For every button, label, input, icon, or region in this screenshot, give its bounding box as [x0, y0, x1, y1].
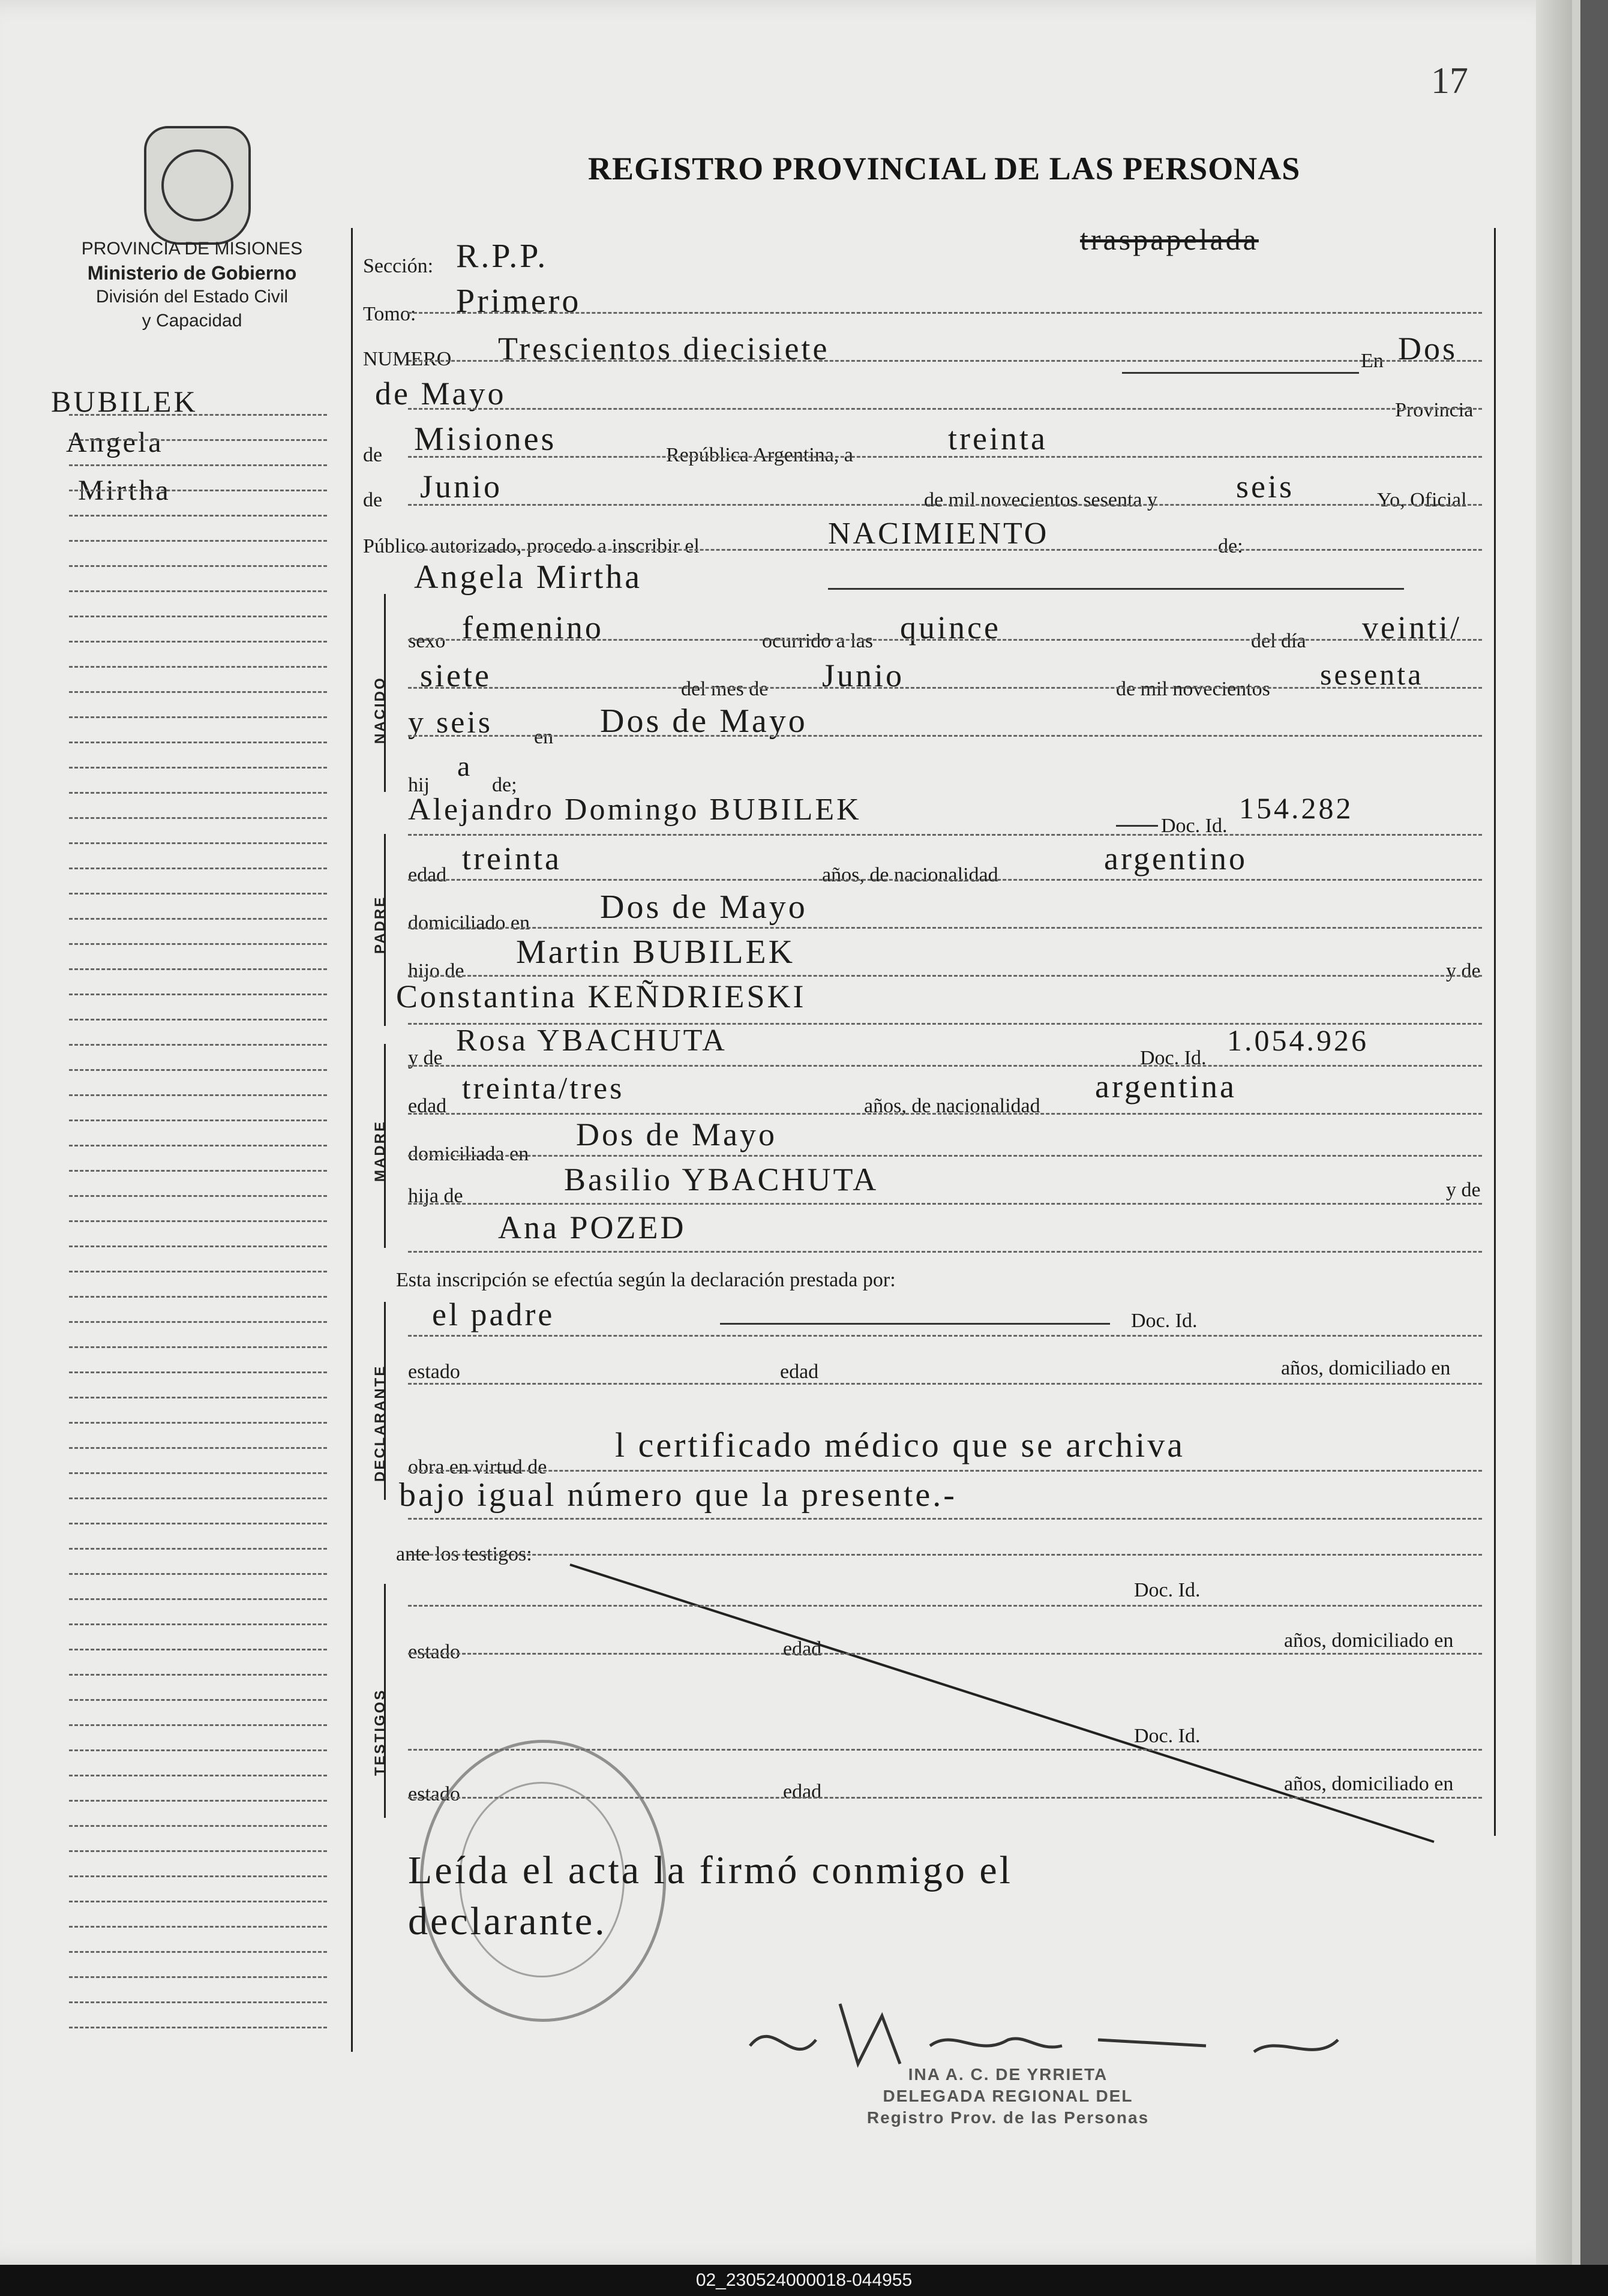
padre-nacionalidad: argentino: [1104, 841, 1247, 877]
padre-madre-de: Constantina KEÑDRIESKI: [396, 979, 806, 1015]
declarante-anos-label: años, domiciliado en: [1281, 1357, 1451, 1379]
ruled-line: [69, 1170, 327, 1172]
ruled-line: [69, 691, 327, 693]
form-fill-line: [408, 1605, 1482, 1607]
closing-line-1: Leída el acta la firmó conmigo el: [408, 1848, 1013, 1892]
mes-label: del mes de: [681, 678, 769, 700]
ruled-line: [69, 590, 327, 592]
form-fill-line: [408, 1749, 1482, 1751]
padre-nombre: Alejandro Domingo BUBILEK: [408, 793, 862, 827]
form-fill-line: [408, 1155, 1482, 1157]
form-fill-line: [408, 504, 1482, 506]
ruled-line: [69, 1598, 327, 1600]
ruled-line: [69, 1724, 327, 1726]
testigo1-doc-label: Doc. Id.: [1134, 1579, 1201, 1601]
ruled-line: [69, 1800, 327, 1802]
madre-doc: 1.054.926: [1227, 1024, 1369, 1057]
ruled-line: [69, 1926, 327, 1928]
acto-value: NACIMIENTO: [828, 517, 1049, 551]
hij-suffix: a: [457, 751, 473, 782]
anio-nac-label: de mil novecientos: [1116, 678, 1270, 700]
ruled-line: [69, 1245, 327, 1247]
ruled-line: [69, 1674, 327, 1676]
ruled-line: [69, 666, 327, 668]
lugar-2: de Mayo: [375, 376, 506, 412]
dia-2: siete: [420, 658, 491, 694]
ruled-line: [69, 1044, 327, 1046]
declarante-doc-label: Doc. Id.: [1131, 1310, 1198, 1332]
oficial-label: Yo, Oficial: [1377, 489, 1467, 511]
form-fill-line: [408, 834, 1482, 836]
ruled-line: [69, 1623, 327, 1625]
madre-doc-label: Doc. Id.: [1140, 1047, 1207, 1069]
declarante-side-label: DECLARANTE: [372, 1364, 388, 1482]
madre-nacionalidad: argentina: [1095, 1069, 1237, 1105]
margin-surname: BUBILEK: [51, 385, 198, 418]
ruled-line: [69, 1699, 327, 1701]
anio-nac-2: y seis: [408, 706, 493, 740]
ruled-line: [69, 943, 327, 945]
dia-1: veinti/: [1362, 610, 1462, 646]
form-fill-line: [408, 1203, 1482, 1205]
anio-value: seis: [1236, 469, 1294, 505]
testigo2-edad-label: edad: [783, 1781, 822, 1803]
madre-edad-label: edad: [408, 1095, 447, 1117]
ocurrido-label: ocurrido a las: [762, 630, 874, 652]
testigo2-doc-label: Doc. Id.: [1134, 1725, 1201, 1747]
ruled-line: [69, 1825, 327, 1827]
de-semicolon: de;: [492, 774, 517, 796]
numero-value: Trescientos diecisiete: [498, 331, 830, 367]
form-fill-line: [408, 975, 1482, 977]
numero-label: NUMERO: [363, 348, 452, 370]
padre-yde-label: y de: [1446, 960, 1481, 982]
republica-label: República Argentina, a: [666, 444, 853, 466]
testigo2-estado-label: estado: [408, 1783, 460, 1805]
seccion-value: R.P.P.: [456, 238, 548, 275]
form-fill-line: [408, 1251, 1482, 1253]
de-colon: de:: [1218, 535, 1243, 557]
ruled-line: [69, 893, 327, 895]
form-fill-line: [408, 639, 1482, 641]
padre-hijo-label: hijo de: [408, 960, 464, 982]
testigo1-edad-label: edad: [783, 1638, 822, 1660]
ruled-line: [69, 1775, 327, 1776]
ruled-line: [69, 968, 327, 970]
ruled-line: [69, 1120, 327, 1121]
page-title: REGISTRO PROVINCIAL DE LAS PERSONAS: [588, 151, 1301, 187]
ruled-line: [69, 1472, 327, 1474]
ruled-line: [69, 439, 327, 441]
testigos-side-label: TESTIGOS: [372, 1688, 388, 1776]
en-label: En: [1361, 350, 1384, 372]
ruled-line: [69, 1069, 327, 1071]
padre-edad-label: edad: [408, 864, 447, 886]
testigo2-anos-label: años, domiciliado en: [1284, 1773, 1454, 1795]
declarante-nombre: el padre: [432, 1296, 555, 1332]
margin-name-2: Mirtha: [78, 475, 171, 506]
form-fill-line: [408, 1470, 1482, 1472]
ministry-block: PROVINCIA DE MISIONES Ministerio de Gobierno División del Estado Civil y Capacidad: [81, 239, 303, 331]
padre-nac-label: años, de nacionalidad: [822, 864, 998, 886]
ruled-line: [69, 1523, 327, 1524]
ruled-line: [69, 817, 327, 819]
ruled-line: [69, 1346, 327, 1348]
testigo1-anos-label: años, domiciliado en: [1284, 1629, 1454, 1652]
madre-edad: treinta/tres: [462, 1072, 625, 1106]
ruled-line: [69, 1145, 327, 1147]
obra-label: obra en virtud de: [408, 1456, 547, 1478]
form-fill-line: [408, 549, 1482, 551]
ruled-line: [69, 1875, 327, 1877]
ruled-line: [69, 1649, 327, 1650]
testigos-label: ante los testigos:: [396, 1543, 532, 1565]
obra-line-1: l certificado médico que se archiva: [615, 1425, 1185, 1464]
form-fill-line: [408, 1554, 1482, 1556]
form-fill-line: [408, 879, 1482, 881]
madre-padre-de: Basilio YBACHUTA: [564, 1161, 879, 1197]
ruled-line: [69, 1296, 327, 1298]
ruled-line: [69, 1371, 327, 1373]
ruled-line: [69, 1094, 327, 1096]
madre-nombre: Rosa YBACHUTA: [456, 1024, 727, 1058]
form-fill-line: [408, 1797, 1482, 1799]
padre-padre-de: Martin BUBILEK: [516, 934, 796, 971]
ruled-line: [69, 1497, 327, 1499]
provincia-label: Provincia: [1395, 399, 1474, 421]
dia-value: treinta: [948, 421, 1048, 457]
ruled-line: [69, 540, 327, 542]
mes-value-nac: Junio: [822, 658, 905, 694]
padre-domicilio: Dos de Mayo: [600, 889, 808, 926]
form-fill-line: [408, 1065, 1482, 1067]
closing-line-2: declarante.: [408, 1899, 607, 1943]
ruled-line: [69, 565, 327, 567]
crossed-note: traspapelada: [1080, 223, 1259, 256]
signature-stamp: INA A. C. DE YRRIETA DELEGADA REGIONAL DEL Registro Prov. de las Personas: [866, 2065, 1150, 2127]
form-fill-line: [408, 1518, 1482, 1520]
ruled-line: [69, 2027, 327, 2028]
tomo-value: Primero: [456, 283, 581, 320]
sexo-label: sexo: [408, 630, 446, 652]
ruled-line: [69, 1951, 327, 1953]
ruled-line: [69, 1019, 327, 1021]
madre-domicilio: Dos de Mayo: [576, 1117, 777, 1152]
declaracion-intro: Esta inscripción se efectúa según la declaración prestada por:: [396, 1269, 896, 1291]
ruled-line: [69, 1220, 327, 1222]
form-fill-line: [408, 456, 1482, 458]
madre-yde-label: y de: [408, 1047, 443, 1069]
obra-line-2: bajo igual número que la presente.-: [399, 1476, 957, 1514]
ruled-line: [69, 868, 327, 869]
lugar-1: Dos: [1398, 331, 1458, 367]
anio-label: de mil novecientos sesenta y: [924, 489, 1158, 511]
ruled-line: [69, 414, 327, 416]
ruled-line: [69, 464, 327, 466]
page-number: 17: [1431, 61, 1468, 101]
ruled-line: [69, 994, 327, 995]
form-fill-line: [408, 312, 1482, 314]
ruled-line: [69, 2001, 327, 2003]
ruled-line: [69, 641, 327, 643]
publico-label: Público autorizado, procedo a inscribir el: [363, 535, 700, 557]
padre-edad: treinta: [462, 841, 562, 877]
madre-domic-label: domiciliada en: [408, 1143, 529, 1165]
anio-nac-1: sesenta: [1320, 658, 1424, 691]
sexo-value: femenino: [462, 610, 604, 646]
margin-name-1: Angela: [66, 427, 164, 458]
ruled-line: [69, 1321, 327, 1323]
ruled-line: [69, 1422, 327, 1424]
ruled-line: [69, 1850, 327, 1852]
ruled-line: [69, 742, 327, 743]
ruled-line: [69, 792, 327, 794]
ruled-line: [69, 1397, 327, 1398]
tomo-label: Tomo:: [363, 303, 416, 325]
mes-value: Junio: [420, 469, 503, 505]
madre-side-label: MADRE: [372, 1120, 388, 1182]
form-fill-line: [408, 360, 1482, 362]
ruled-line: [69, 490, 327, 491]
ruled-line: [69, 1573, 327, 1575]
padre-side-label: PADRE: [372, 895, 388, 954]
ruled-line: [69, 1447, 327, 1449]
hij-label: hij: [408, 774, 430, 796]
ruled-line: [69, 616, 327, 617]
ruled-line: [69, 1195, 327, 1197]
madre-madre-de: Ana POZED: [498, 1209, 686, 1245]
madre-hija-label: hija de: [408, 1185, 463, 1207]
form-fill-line: [408, 687, 1482, 689]
en-label-nac: en: [534, 726, 554, 748]
form-fill-line: [408, 735, 1482, 737]
ruled-line: [69, 1749, 327, 1751]
ruled-line: [69, 1901, 327, 1902]
form-fill-line: [408, 1653, 1482, 1655]
form-fill-line: [408, 1383, 1482, 1385]
scan-id-footer: 02_230524000018-044955: [0, 2265, 1608, 2296]
testigo1-estado-label: estado: [408, 1641, 460, 1663]
ruled-line: [69, 1976, 327, 1978]
madre-yde2-label: y de: [1446, 1179, 1481, 1201]
inscripto-name: Angela Mirtha: [414, 559, 643, 596]
form-fill-line: [408, 927, 1482, 929]
provincia-value: Misiones: [414, 421, 557, 458]
madre-nac-label: años, de nacionalidad: [864, 1095, 1040, 1117]
seccion-label: Sección:: [363, 255, 434, 277]
hora-value: quince: [900, 610, 1001, 646]
padre-domic-label: domiciliado en: [408, 912, 530, 934]
declarante-estado-label: estado: [408, 1361, 460, 1383]
form-fill-line: [408, 1113, 1482, 1115]
del-dia-label: del día: [1251, 630, 1306, 652]
form-fill-line: [408, 1023, 1482, 1025]
padre-doc: 154.282: [1239, 791, 1354, 825]
ruled-line: [69, 842, 327, 844]
padre-doc-label: Doc. Id.: [1161, 815, 1228, 837]
de-label-2: de: [363, 489, 383, 511]
ruled-line: [69, 1548, 327, 1550]
form-fill-line: [408, 1335, 1482, 1337]
form-fill-line: [408, 408, 1482, 410]
ruled-line: [69, 767, 327, 769]
ruled-line: [69, 515, 327, 517]
de-label: de: [363, 444, 383, 466]
ruled-line: [69, 1271, 327, 1272]
nacido-side-label: NACIDO: [372, 676, 388, 744]
ruled-line: [69, 716, 327, 718]
lugar-nac: Dos de Mayo: [600, 703, 808, 740]
ruled-line: [69, 918, 327, 920]
declarante-edad-label: edad: [780, 1361, 819, 1383]
